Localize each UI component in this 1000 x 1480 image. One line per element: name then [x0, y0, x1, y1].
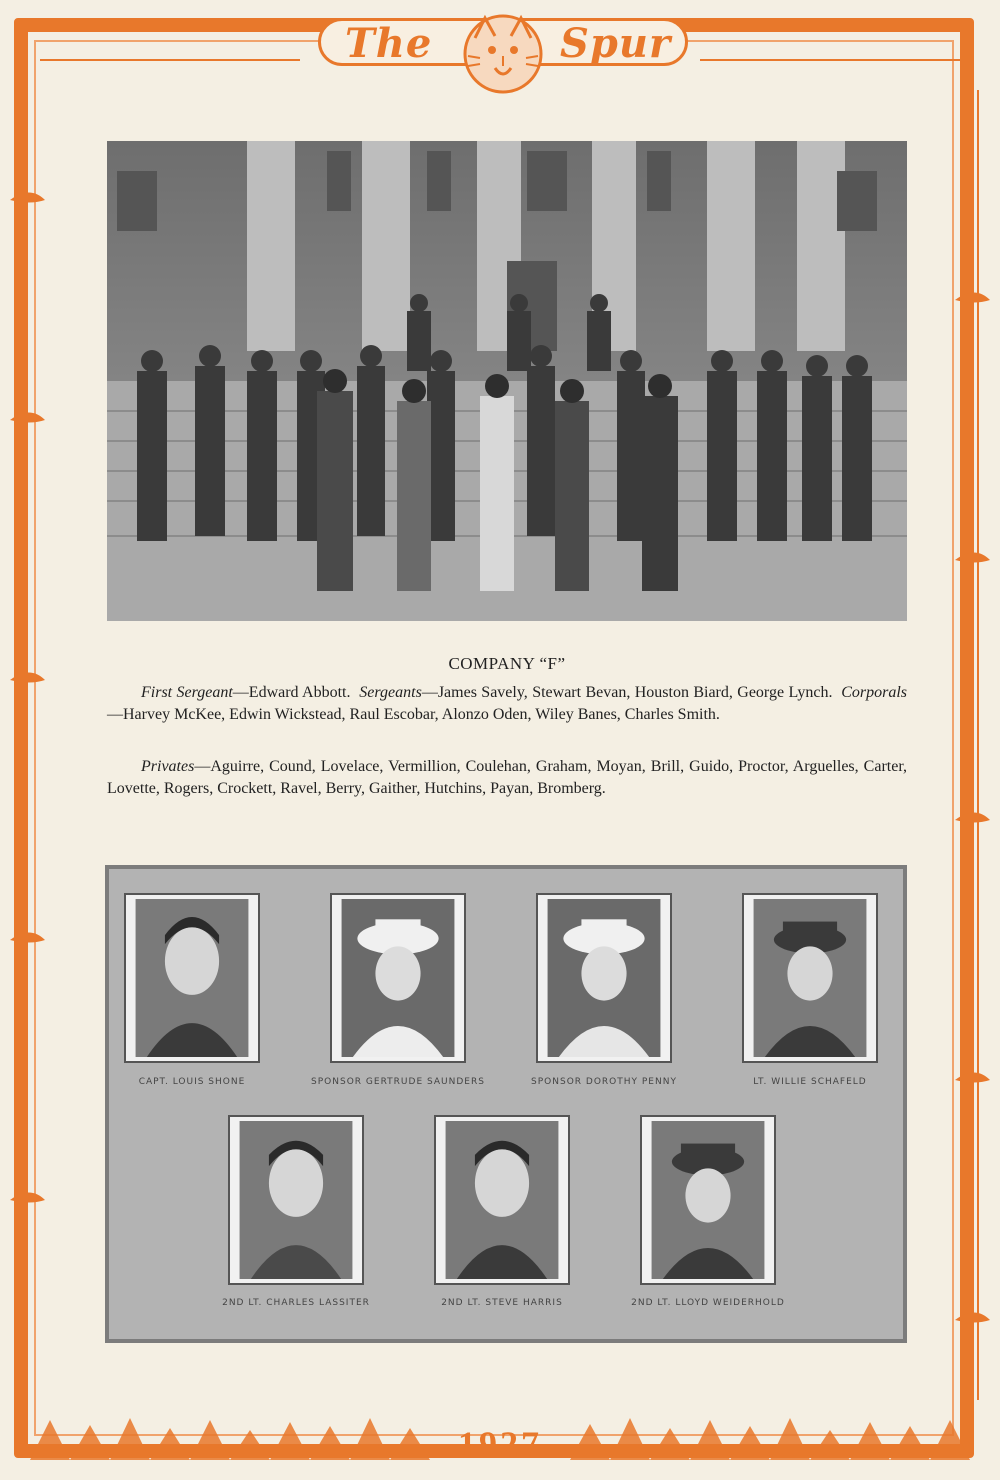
person-photo-icon	[336, 899, 460, 1057]
privates-paragraph	[107, 756, 907, 800]
title-the: The	[345, 20, 433, 67]
portrait-caption: CAPT. LOUIS SHONE	[138, 1077, 246, 1087]
tiger-emblem-icon	[460, 8, 546, 100]
portrait-caption: LT. WILLIE SCHAFELD	[753, 1077, 867, 1087]
privates-names: —Aguirre, Cound, Lovelace, Vermillion, Coulehan, Graham, Moyan, Brill, Guido, Proctor, Arguelles, Carter, Lovette, Rogers, Crockett, Ravel, Berry, Gaither, Hutchins, Payan, Bromberg.	[107, 758, 907, 797]
portrait-caption: SPONSOR DOROTHY PENNY	[531, 1077, 677, 1087]
corporals-names: —Harvey McKee, Edwin Wickstead, Raul Escobar, Alonzo Oden, Wiley Banes, Charles Smith.	[107, 706, 720, 723]
portrait-sponsor-1	[330, 893, 466, 1063]
first-sergeant-name: —Edward Abbott.	[232, 684, 351, 701]
title-spur: Spur	[560, 20, 672, 67]
officers-paragraph	[107, 682, 907, 726]
corporals-label: Corporals	[841, 684, 908, 701]
portrait-caption: 2ND LT. STEVE HARRIS	[441, 1298, 563, 1308]
year-label: 1927	[458, 1424, 542, 1464]
person-photo-icon	[646, 1121, 770, 1279]
first-sergeant-label: First Sergeant	[141, 684, 233, 701]
privates-label: Privates	[141, 758, 195, 775]
portrait-lieutenant	[742, 893, 878, 1063]
company-title: COMPANY “F”	[448, 654, 566, 673]
portrait-caption: 2ND LT. CHARLES LASSITER	[222, 1298, 370, 1308]
portrait-2nd-lt-2	[434, 1115, 570, 1285]
portrait-captain	[124, 893, 260, 1063]
person-photo-icon	[440, 1121, 564, 1279]
sergeants-names: —James Savely, Stewart Bevan, Houston Biard, George Lynch.	[421, 684, 833, 701]
portrait-2nd-lt-3	[640, 1115, 776, 1285]
person-photo-icon	[234, 1121, 358, 1279]
company-group-photo	[107, 141, 907, 621]
portrait-caption: SPONSOR GERTRUDE SAUNDERS	[311, 1077, 485, 1087]
portrait-2nd-lt-1	[228, 1115, 364, 1285]
portrait-sponsor-2	[536, 893, 672, 1063]
sergeants-label: Sergeants	[359, 684, 422, 701]
person-photo-icon	[748, 899, 872, 1057]
portrait-caption: 2ND LT. LLOYD WEIDERHOLD	[631, 1298, 785, 1308]
person-photo-icon	[542, 899, 666, 1057]
person-photo-icon	[130, 899, 254, 1057]
